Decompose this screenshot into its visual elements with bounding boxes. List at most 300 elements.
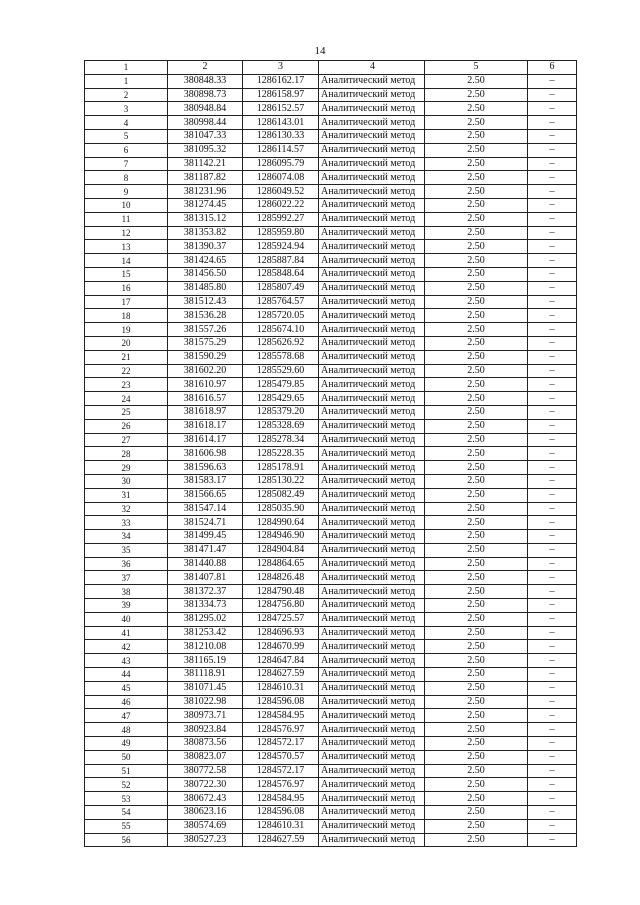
method-cell: Аналитический метод: [319, 654, 425, 668]
note-cell: –: [528, 240, 577, 254]
header-col-4: 4: [319, 61, 425, 75]
method-cell: Аналитический метод: [319, 806, 425, 820]
x-coordinate-cell: 381456.50: [168, 267, 243, 281]
x-coordinate-cell: 380574.69: [168, 819, 243, 833]
table-row: [85, 240, 577, 254]
x-coordinate-cell: 380672.43: [168, 792, 243, 806]
accuracy-cell: 2.50: [425, 74, 528, 88]
note-cell: –: [528, 516, 577, 530]
y-coordinate-cell: 1286162.17: [243, 74, 319, 88]
accuracy-cell: 2.50: [425, 543, 528, 557]
y-coordinate-cell: 1284627.59: [243, 668, 319, 682]
accuracy-cell: 2.50: [425, 281, 528, 295]
table-row: [85, 254, 577, 268]
y-coordinate-cell: 1284570.57: [243, 750, 319, 764]
accuracy-cell: 2.50: [425, 433, 528, 447]
table-row: [85, 516, 577, 530]
y-coordinate-cell: 1285720.05: [243, 309, 319, 323]
method-cell: Аналитический метод: [319, 254, 425, 268]
method-cell: Аналитический метод: [319, 185, 425, 199]
y-coordinate-cell: 1284584.95: [243, 709, 319, 723]
method-cell: Аналитический метод: [319, 171, 425, 185]
point-number-cell: 18: [85, 309, 168, 323]
table-row: [85, 198, 577, 212]
method-cell: Аналитический метод: [319, 281, 425, 295]
table-row: [85, 792, 577, 806]
point-number-cell: 20: [85, 336, 168, 350]
y-coordinate-cell: 1286022.22: [243, 198, 319, 212]
accuracy-cell: 2.50: [425, 474, 528, 488]
accuracy-cell: 2.50: [425, 516, 528, 530]
table-row: [85, 419, 577, 433]
x-coordinate-cell: 381210.08: [168, 640, 243, 654]
note-cell: –: [528, 447, 577, 461]
method-cell: Аналитический метод: [319, 530, 425, 544]
method-cell: Аналитический метод: [319, 419, 425, 433]
method-cell: Аналитический метод: [319, 226, 425, 240]
note-cell: –: [528, 571, 577, 585]
note-cell: –: [528, 171, 577, 185]
method-cell: Аналитический метод: [319, 336, 425, 350]
method-cell: Аналитический метод: [319, 778, 425, 792]
note-cell: –: [528, 129, 577, 143]
note-cell: –: [528, 530, 577, 544]
method-cell: Аналитический метод: [319, 833, 425, 847]
y-coordinate-cell: 1285764.57: [243, 295, 319, 309]
accuracy-cell: 2.50: [425, 488, 528, 502]
point-number-cell: 45: [85, 681, 168, 695]
x-coordinate-cell: 381095.32: [168, 143, 243, 157]
x-coordinate-cell: 381315.12: [168, 212, 243, 226]
note-cell: –: [528, 723, 577, 737]
table-row: [85, 461, 577, 475]
accuracy-cell: 2.50: [425, 612, 528, 626]
accuracy-cell: 2.50: [425, 254, 528, 268]
note-cell: –: [528, 599, 577, 613]
point-number-cell: 2: [85, 88, 168, 102]
accuracy-cell: 2.50: [425, 626, 528, 640]
point-number-cell: 29: [85, 461, 168, 475]
table-row: [85, 350, 577, 364]
accuracy-cell: 2.50: [425, 419, 528, 433]
accuracy-cell: 2.50: [425, 323, 528, 337]
y-coordinate-cell: 1285379.20: [243, 405, 319, 419]
x-coordinate-cell: 381142.21: [168, 157, 243, 171]
table-row: [85, 171, 577, 185]
table-header-row: [85, 61, 577, 75]
method-cell: Аналитический метод: [319, 626, 425, 640]
y-coordinate-cell: 1285178.91: [243, 461, 319, 475]
point-number-cell: 23: [85, 378, 168, 392]
note-cell: –: [528, 392, 577, 406]
point-number-cell: 26: [85, 419, 168, 433]
x-coordinate-cell: 381583.17: [168, 474, 243, 488]
accuracy-cell: 2.50: [425, 709, 528, 723]
note-cell: –: [528, 88, 577, 102]
method-cell: Аналитический метод: [319, 461, 425, 475]
point-number-cell: 39: [85, 599, 168, 613]
point-number-cell: 46: [85, 695, 168, 709]
point-number-cell: 55: [85, 819, 168, 833]
point-number-cell: 30: [85, 474, 168, 488]
y-coordinate-cell: 1285807.49: [243, 281, 319, 295]
accuracy-cell: 2.50: [425, 198, 528, 212]
y-coordinate-cell: 1285992.27: [243, 212, 319, 226]
table-row: [85, 488, 577, 502]
y-coordinate-cell: 1285578.68: [243, 350, 319, 364]
x-coordinate-cell: 381407.81: [168, 571, 243, 585]
note-cell: –: [528, 74, 577, 88]
y-coordinate-cell: 1284725.57: [243, 612, 319, 626]
point-number-cell: 44: [85, 668, 168, 682]
table-row: [85, 612, 577, 626]
header-col-6: 6: [528, 61, 577, 75]
table-row: [85, 336, 577, 350]
table-row: [85, 502, 577, 516]
point-number-cell: 33: [85, 516, 168, 530]
table-row: [85, 392, 577, 406]
y-coordinate-cell: 1284864.65: [243, 557, 319, 571]
table-row: [85, 530, 577, 544]
y-coordinate-cell: 1286158.97: [243, 88, 319, 102]
x-coordinate-cell: 381485.80: [168, 281, 243, 295]
table-row: [85, 681, 577, 695]
y-coordinate-cell: 1285278.34: [243, 433, 319, 447]
y-coordinate-cell: 1284946.90: [243, 530, 319, 544]
y-coordinate-cell: 1284904.84: [243, 543, 319, 557]
accuracy-cell: 2.50: [425, 143, 528, 157]
point-number-cell: 53: [85, 792, 168, 806]
method-cell: Аналитический метод: [319, 516, 425, 530]
method-cell: Аналитический метод: [319, 599, 425, 613]
point-number-cell: 56: [85, 833, 168, 847]
table-row: [85, 750, 577, 764]
x-coordinate-cell: 381047.33: [168, 129, 243, 143]
accuracy-cell: 2.50: [425, 350, 528, 364]
y-coordinate-cell: 1284596.08: [243, 806, 319, 820]
note-cell: –: [528, 323, 577, 337]
point-number-cell: 42: [85, 640, 168, 654]
note-cell: –: [528, 364, 577, 378]
x-coordinate-cell: 380948.84: [168, 102, 243, 116]
x-coordinate-cell: 381440.88: [168, 557, 243, 571]
x-coordinate-cell: 380772.58: [168, 764, 243, 778]
point-number-cell: 10: [85, 198, 168, 212]
x-coordinate-cell: 381575.29: [168, 336, 243, 350]
x-coordinate-cell: 381353.82: [168, 226, 243, 240]
method-cell: Аналитический метод: [319, 405, 425, 419]
method-cell: Аналитический метод: [319, 737, 425, 751]
x-coordinate-cell: 380898.73: [168, 88, 243, 102]
point-number-cell: 19: [85, 323, 168, 337]
accuracy-cell: 2.50: [425, 240, 528, 254]
note-cell: –: [528, 281, 577, 295]
x-coordinate-cell: 381253.42: [168, 626, 243, 640]
point-number-cell: 28: [85, 447, 168, 461]
method-cell: Аналитический метод: [319, 157, 425, 171]
accuracy-cell: 2.50: [425, 461, 528, 475]
table-row: [85, 668, 577, 682]
y-coordinate-cell: 1284572.17: [243, 764, 319, 778]
table-row: [85, 640, 577, 654]
point-number-cell: 8: [85, 171, 168, 185]
y-coordinate-cell: 1285529.60: [243, 364, 319, 378]
point-number-cell: 11: [85, 212, 168, 226]
note-cell: –: [528, 254, 577, 268]
accuracy-cell: 2.50: [425, 654, 528, 668]
table-body: [85, 74, 577, 847]
accuracy-cell: 2.50: [425, 530, 528, 544]
point-number-cell: 48: [85, 723, 168, 737]
method-cell: Аналитический метод: [319, 116, 425, 130]
coordinates-table: [84, 60, 577, 847]
method-cell: Аналитический метод: [319, 709, 425, 723]
method-cell: Аналитический метод: [319, 474, 425, 488]
x-coordinate-cell: 380527.23: [168, 833, 243, 847]
accuracy-cell: 2.50: [425, 405, 528, 419]
y-coordinate-cell: 1284826.48: [243, 571, 319, 585]
method-cell: Аналитический метод: [319, 433, 425, 447]
method-cell: Аналитический метод: [319, 681, 425, 695]
note-cell: –: [528, 336, 577, 350]
y-coordinate-cell: 1286130.33: [243, 129, 319, 143]
method-cell: Аналитический метод: [319, 392, 425, 406]
table-row: [85, 295, 577, 309]
point-number-cell: 35: [85, 543, 168, 557]
table-row: [85, 585, 577, 599]
point-number-cell: 50: [85, 750, 168, 764]
accuracy-cell: 2.50: [425, 364, 528, 378]
x-coordinate-cell: 381372.37: [168, 585, 243, 599]
point-number-cell: 21: [85, 350, 168, 364]
accuracy-cell: 2.50: [425, 819, 528, 833]
y-coordinate-cell: 1284596.08: [243, 695, 319, 709]
point-number-cell: 31: [85, 488, 168, 502]
table-row: [85, 74, 577, 88]
y-coordinate-cell: 1285328.69: [243, 419, 319, 433]
note-cell: –: [528, 709, 577, 723]
y-coordinate-cell: 1284670.99: [243, 640, 319, 654]
table-row: [85, 281, 577, 295]
x-coordinate-cell: 380973.71: [168, 709, 243, 723]
accuracy-cell: 2.50: [425, 681, 528, 695]
point-number-cell: 52: [85, 778, 168, 792]
point-number-cell: 37: [85, 571, 168, 585]
note-cell: –: [528, 792, 577, 806]
header-col-3: 3: [243, 61, 319, 75]
x-coordinate-cell: 381524.71: [168, 516, 243, 530]
accuracy-cell: 2.50: [425, 185, 528, 199]
y-coordinate-cell: 1285959.80: [243, 226, 319, 240]
note-cell: –: [528, 612, 577, 626]
accuracy-cell: 2.50: [425, 640, 528, 654]
point-number-cell: 7: [85, 157, 168, 171]
y-coordinate-cell: 1284627.59: [243, 833, 319, 847]
point-number-cell: 12: [85, 226, 168, 240]
method-cell: Аналитический метод: [319, 295, 425, 309]
note-cell: –: [528, 668, 577, 682]
point-number-cell: 40: [85, 612, 168, 626]
note-cell: –: [528, 198, 577, 212]
accuracy-cell: 2.50: [425, 764, 528, 778]
method-cell: Аналитический метод: [319, 488, 425, 502]
table-row: [85, 543, 577, 557]
accuracy-cell: 2.50: [425, 295, 528, 309]
note-cell: –: [528, 695, 577, 709]
point-number-cell: 36: [85, 557, 168, 571]
y-coordinate-cell: 1284610.31: [243, 819, 319, 833]
method-cell: Аналитический метод: [319, 143, 425, 157]
table-row: [85, 405, 577, 419]
point-number-cell: 15: [85, 267, 168, 281]
x-coordinate-cell: 381536.28: [168, 309, 243, 323]
table-row: [85, 626, 577, 640]
accuracy-cell: 2.50: [425, 806, 528, 820]
accuracy-cell: 2.50: [425, 129, 528, 143]
table-row: [85, 433, 577, 447]
table-row: [85, 267, 577, 281]
y-coordinate-cell: 1284696.93: [243, 626, 319, 640]
y-coordinate-cell: 1286074.08: [243, 171, 319, 185]
y-coordinate-cell: 1284584.95: [243, 792, 319, 806]
point-number-cell: 22: [85, 364, 168, 378]
accuracy-cell: 2.50: [425, 378, 528, 392]
method-cell: Аналитический метод: [319, 792, 425, 806]
table-row: [85, 226, 577, 240]
note-cell: –: [528, 833, 577, 847]
note-cell: –: [528, 750, 577, 764]
note-cell: –: [528, 557, 577, 571]
method-cell: Аналитический метод: [319, 723, 425, 737]
x-coordinate-cell: 381295.02: [168, 612, 243, 626]
table-row: [85, 378, 577, 392]
note-cell: –: [528, 226, 577, 240]
table-row: [85, 88, 577, 102]
y-coordinate-cell: 1286095.79: [243, 157, 319, 171]
y-coordinate-cell: 1286152.57: [243, 102, 319, 116]
accuracy-cell: 2.50: [425, 226, 528, 240]
table-row: [85, 474, 577, 488]
y-coordinate-cell: 1284756.80: [243, 599, 319, 613]
x-coordinate-cell: 381424.65: [168, 254, 243, 268]
point-number-cell: 9: [85, 185, 168, 199]
x-coordinate-cell: 381165.19: [168, 654, 243, 668]
method-cell: Аналитический метод: [319, 502, 425, 516]
table-row: [85, 309, 577, 323]
accuracy-cell: 2.50: [425, 171, 528, 185]
point-number-cell: 34: [85, 530, 168, 544]
x-coordinate-cell: 381618.17: [168, 419, 243, 433]
x-coordinate-cell: 381118.91: [168, 668, 243, 682]
note-cell: –: [528, 295, 577, 309]
note-cell: –: [528, 474, 577, 488]
method-cell: Аналитический метод: [319, 198, 425, 212]
x-coordinate-cell: 381022.98: [168, 695, 243, 709]
method-cell: Аналитический метод: [319, 378, 425, 392]
table-row: [85, 764, 577, 778]
table-row: [85, 833, 577, 847]
method-cell: Аналитический метод: [319, 585, 425, 599]
point-number-cell: 13: [85, 240, 168, 254]
header-col-2: 2: [168, 61, 243, 75]
accuracy-cell: 2.50: [425, 833, 528, 847]
x-coordinate-cell: 381274.45: [168, 198, 243, 212]
accuracy-cell: 2.50: [425, 116, 528, 130]
note-cell: –: [528, 157, 577, 171]
y-coordinate-cell: 1284647.84: [243, 654, 319, 668]
note-cell: –: [528, 461, 577, 475]
y-coordinate-cell: 1285674.10: [243, 323, 319, 337]
x-coordinate-cell: 381614.17: [168, 433, 243, 447]
table-row: [85, 778, 577, 792]
note-cell: –: [528, 737, 577, 751]
accuracy-cell: 2.50: [425, 585, 528, 599]
y-coordinate-cell: 1286049.52: [243, 185, 319, 199]
point-number-cell: 49: [85, 737, 168, 751]
table-row: [85, 723, 577, 737]
table-row: [85, 116, 577, 130]
x-coordinate-cell: 381231.96: [168, 185, 243, 199]
accuracy-cell: 2.50: [425, 557, 528, 571]
note-cell: –: [528, 681, 577, 695]
y-coordinate-cell: 1284990.64: [243, 516, 319, 530]
accuracy-cell: 2.50: [425, 309, 528, 323]
note-cell: –: [528, 764, 577, 778]
y-coordinate-cell: 1285626.92: [243, 336, 319, 350]
method-cell: Аналитический метод: [319, 323, 425, 337]
table-row: [85, 129, 577, 143]
table-row: [85, 447, 577, 461]
note-cell: –: [528, 102, 577, 116]
y-coordinate-cell: 1285887.84: [243, 254, 319, 268]
x-coordinate-cell: 381187.82: [168, 171, 243, 185]
accuracy-cell: 2.50: [425, 392, 528, 406]
x-coordinate-cell: 380923.84: [168, 723, 243, 737]
point-number-cell: 17: [85, 295, 168, 309]
note-cell: –: [528, 378, 577, 392]
y-coordinate-cell: 1285848.64: [243, 267, 319, 281]
y-coordinate-cell: 1284576.97: [243, 723, 319, 737]
point-number-cell: 51: [85, 764, 168, 778]
method-cell: Аналитический метод: [319, 309, 425, 323]
x-coordinate-cell: 380848.33: [168, 74, 243, 88]
x-coordinate-cell: 381334.73: [168, 599, 243, 613]
table-row: [85, 571, 577, 585]
note-cell: –: [528, 778, 577, 792]
point-number-cell: 6: [85, 143, 168, 157]
method-cell: Аналитический метод: [319, 668, 425, 682]
accuracy-cell: 2.50: [425, 267, 528, 281]
x-coordinate-cell: 381596.63: [168, 461, 243, 475]
y-coordinate-cell: 1286143.01: [243, 116, 319, 130]
table-row: [85, 599, 577, 613]
y-coordinate-cell: 1284790.48: [243, 585, 319, 599]
table-row: [85, 212, 577, 226]
table-row: [85, 557, 577, 571]
accuracy-cell: 2.50: [425, 778, 528, 792]
method-cell: Аналитический метод: [319, 764, 425, 778]
point-number-cell: 1: [85, 74, 168, 88]
note-cell: –: [528, 185, 577, 199]
accuracy-cell: 2.50: [425, 212, 528, 226]
page-number: 14: [314, 45, 326, 57]
accuracy-cell: 2.50: [425, 723, 528, 737]
method-cell: Аналитический метод: [319, 240, 425, 254]
note-cell: –: [528, 640, 577, 654]
x-coordinate-cell: 381566.65: [168, 488, 243, 502]
method-cell: Аналитический метод: [319, 571, 425, 585]
y-coordinate-cell: 1285130.22: [243, 474, 319, 488]
